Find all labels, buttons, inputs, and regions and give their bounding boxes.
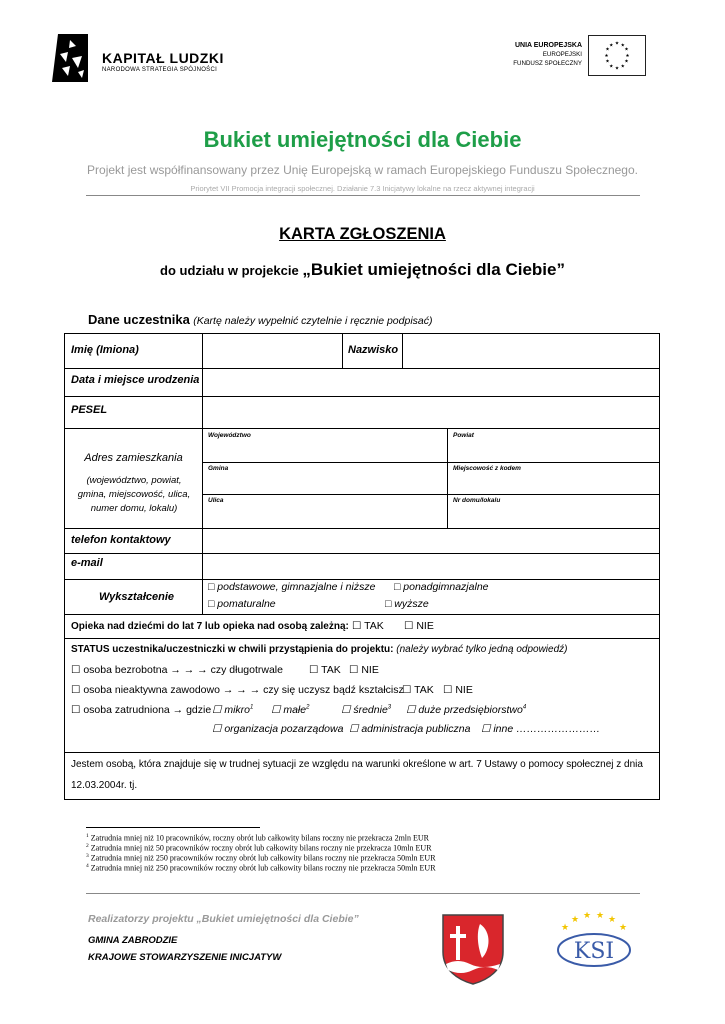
status-employed-row: [71, 704, 211, 716]
inactive-label: osoba nieaktywna zawodowo: [83, 684, 220, 696]
participation-project: „Bukiet umiejętności dla Ciebie”: [302, 260, 565, 279]
status-line: [71, 644, 567, 655]
footnote-divider: [86, 827, 260, 828]
kapital-ludzki-title: KAPITAŁ LUDZKI: [102, 50, 224, 66]
col-divider: [402, 334, 403, 368]
ngo-option: ☐ organizacja pozarządowa: [212, 723, 344, 735]
eu-flag-icon: [588, 35, 646, 76]
where-label: gdzie: [186, 704, 212, 716]
row-divider: [65, 752, 659, 753]
svg-text:★: ★: [624, 47, 629, 53]
row-divider: [65, 638, 659, 639]
row-divider: [65, 428, 659, 429]
row-divider: [65, 614, 659, 615]
header-divider: [86, 195, 640, 196]
checkbox-icon[interactable]: ☐: [349, 723, 362, 735]
micro-option: ☐ mikro$^1$: [212, 704, 254, 716]
cofinancing-text: Projekt jest współfinansowany przez Unię Europejską w ramach Europejskiego Funduszu Społecznego.: [87, 163, 638, 177]
arrow-right-icon: →: [172, 704, 187, 716]
svg-text:★: ★: [614, 66, 620, 72]
priority-text: Priorytet VII Promocja integracji społecznej. Działanie 7.3 Inicjatywy lokalne na rzecz aktywnej integracji: [190, 184, 535, 193]
col-divider: [447, 428, 448, 528]
long-term-yes: ☐ TAK: [309, 664, 341, 676]
long-term-no: ☐ NIE: [349, 664, 379, 676]
coat-of-arms-icon: [440, 912, 506, 986]
checkbox-icon[interactable]: □: [385, 598, 395, 610]
education-label: Wykształcenie: [99, 591, 175, 603]
checkbox-icon[interactable]: ☐: [271, 704, 284, 716]
large-option: ☐ duże przedsiębiorstwo$^4$: [406, 704, 527, 716]
svg-text:★: ★: [595, 912, 605, 921]
footnote-4: $^4$ Zatrudnia mniej niż 250 pracowników roczny obrót lub całkowity bilans roczny nie przekracza 50mln EUR: [86, 863, 436, 873]
kapital-ludzki-subtitle: NARODOWA STRATEGIA SPÓJNOŚCI: [102, 67, 218, 73]
checkbox-icon[interactable]: □: [394, 581, 404, 593]
svg-text:★: ★: [620, 64, 625, 70]
checkbox-icon[interactable]: ☐: [212, 723, 225, 735]
status-note: (należy wybrać tylko jedną odpowiedź): [396, 644, 568, 655]
footnote-1: $^1$ Zatrudnia mniej niż 10 pracowników, roczny obrót lub całkowity bilans roczny nie przekracza 2mln EUR: [86, 833, 430, 843]
street-label: Ulica: [208, 497, 224, 504]
checkbox-icon[interactable]: ☐: [71, 704, 84, 716]
checkbox-icon[interactable]: ☐: [404, 620, 417, 632]
declaration-line2: 12.03.2004r. tj.: [71, 780, 138, 791]
learning-label: czy się uczysz bądź kształcisz: [263, 684, 404, 696]
row-divider: [65, 528, 659, 529]
participation-line: [0, 260, 725, 280]
eu-line1: UNIA EUROPEJSKA: [514, 42, 582, 49]
participation-prefix: do udziału w projekcie: [160, 263, 299, 278]
svg-text:★: ★: [570, 915, 580, 925]
eu-line2: EUROPEJSKI: [542, 51, 582, 58]
svg-text:★: ★: [614, 41, 620, 47]
project-title: Bukiet umiejętności dla Ciebie: [203, 127, 522, 152]
svg-text:★: ★: [624, 59, 629, 65]
checkbox-icon[interactable]: ☐: [309, 664, 322, 676]
svg-text:★: ★: [560, 923, 570, 933]
section-note: (Kartę należy wypełnić czytelnie i ręcznie podpisać): [193, 315, 433, 327]
medium-option: ☐ średnie$^3$: [341, 704, 392, 716]
svg-text:★: ★: [605, 47, 610, 53]
svg-text:★: ★: [625, 53, 630, 59]
care-no: ☐ NIE: [404, 620, 434, 632]
care-label: Opieka nad dziećmi do lat 7 lub opieka nad osobą zależną:: [71, 621, 349, 632]
first-name-label: Imię (Imiona): [71, 344, 139, 356]
realizers-text: Realizatorzy projektu „Bukiet umiejętności dla Ciebie”: [88, 913, 359, 925]
commune-label: Gmina: [208, 465, 229, 472]
learning-yes: ☐ TAK: [402, 684, 434, 696]
row-divider: [202, 462, 659, 463]
checkbox-icon[interactable]: ☐: [402, 684, 415, 696]
declaration-line1: Jestem osobą, która znajduje się w trudnej sytuacji ze względu na warunki określone w art. 7 Ustawy o pomocy społecznej z dnia: [71, 759, 643, 770]
public-admin-option: ☐ administracja publiczna: [349, 723, 471, 735]
email-label: e-mail: [71, 557, 103, 569]
other-option: ☐ inne ……………………: [481, 723, 601, 735]
checkbox-icon[interactable]: ☐: [349, 664, 362, 676]
small-option: ☐ małe$^2$: [271, 704, 310, 716]
svg-text:★: ★: [618, 923, 628, 933]
footnote-mark: 4: [522, 704, 527, 711]
arrow-right-icon: → → →: [170, 664, 211, 676]
footnote-mark: 1: [250, 704, 254, 711]
row-divider: [65, 553, 659, 554]
edu-option-postsecondary: □ pomaturalne: [208, 598, 276, 610]
house-number-label: Nr domu/lokalu: [453, 497, 501, 504]
edu-option-basic: □ podstawowe, gimnazjalne i niższe: [208, 581, 376, 593]
unemployed-label: osoba bezrobotna: [83, 664, 168, 676]
long-term-label: czy długotrwale: [210, 664, 283, 676]
checkbox-icon[interactable]: ☐: [71, 684, 84, 696]
section-title: Dane uczestnika: [88, 312, 190, 327]
svg-text:★: ★: [609, 43, 614, 49]
checkbox-icon[interactable]: ☐: [443, 684, 456, 696]
form-heading: KARTA ZGŁOSZENIA: [279, 225, 446, 243]
footnote-3: $^3$ Zatrudnia mniej niż 250 pracowników roczny obrót lub całkowity bilans roczny nie przekracza 50mln EUR: [86, 853, 436, 863]
voivodeship-label: Województwo: [208, 432, 251, 439]
footnote-2: $^2$ Zatrudnia mniej niż 50 pracowników roczny obrót lub całkowity bilans roczny nie przekracza 10mln EUR: [86, 843, 432, 853]
participant-form: [64, 333, 660, 800]
checkbox-icon[interactable]: ☐: [406, 704, 419, 716]
col-divider: [342, 334, 343, 368]
gmina-name: GMINA ZABRODZIE: [88, 935, 178, 946]
svg-text:★: ★: [620, 43, 625, 49]
employed-label: osoba zatrudniona: [83, 704, 170, 716]
birth-label: Data i miejsce urodzenia: [71, 374, 200, 386]
footnote-mark: 2: [306, 704, 310, 711]
svg-text:★: ★: [607, 915, 617, 925]
footnote-mark: 3: [387, 704, 392, 711]
town-label: Miejscowość z kodem: [453, 465, 521, 472]
phone-label: telefon kontaktowy: [71, 534, 171, 546]
pesel-label: PESEL: [71, 404, 108, 416]
status-inactive-row: [71, 684, 404, 696]
status-unemployed-row: [71, 664, 283, 676]
eu-line3: FUNDUSZ SPOŁECZNY: [513, 60, 582, 67]
edu-option-secondary: □ ponadgimnazjalne: [394, 581, 489, 593]
footer-divider: [86, 893, 640, 894]
edu-option-higher: □ wyższe: [385, 598, 429, 610]
row-divider: [65, 579, 659, 580]
ksi-logo-text: KSI: [573, 939, 615, 964]
care-yes: ☐ TAK: [352, 620, 384, 632]
checkbox-icon[interactable]: ☐: [212, 704, 225, 716]
section-header: [88, 312, 433, 327]
row-divider: [65, 396, 659, 397]
checkbox-icon[interactable]: ☐: [71, 664, 84, 676]
learning-no: ☐ NIE: [443, 684, 473, 696]
svg-text:★: ★: [604, 53, 609, 59]
row-divider: [202, 494, 659, 495]
checkbox-icon[interactable]: □: [208, 581, 218, 593]
checkbox-icon[interactable]: ☐: [481, 723, 494, 735]
row-divider: [65, 368, 659, 369]
svg-text:★: ★: [605, 59, 610, 65]
county-label: Powiat: [453, 432, 474, 439]
checkbox-icon[interactable]: ☐: [352, 620, 365, 632]
checkbox-icon[interactable]: ☐: [341, 704, 354, 716]
ksi-logo-icon: [553, 912, 635, 972]
surname-label: Nazwisko: [348, 344, 399, 356]
status-title: STATUS uczestnika/uczestniczki w chwili przystąpienia do projektu:: [71, 644, 394, 655]
col-divider: [202, 334, 203, 614]
address-label: Adres zamieszkania: [84, 452, 183, 464]
svg-text:★: ★: [609, 64, 614, 70]
arrow-right-icon: → → →: [222, 684, 264, 696]
address-note: (województwo, powiat, gmina, miejscowość, ulica, numer domu, lokalu): [77, 475, 191, 514]
eu-text: [480, 41, 582, 68]
association-name: KRAJOWE STOWARZYSZENIE INICJATYW: [88, 952, 282, 963]
svg-text:★: ★: [582, 912, 592, 921]
checkbox-icon[interactable]: □: [208, 598, 218, 610]
